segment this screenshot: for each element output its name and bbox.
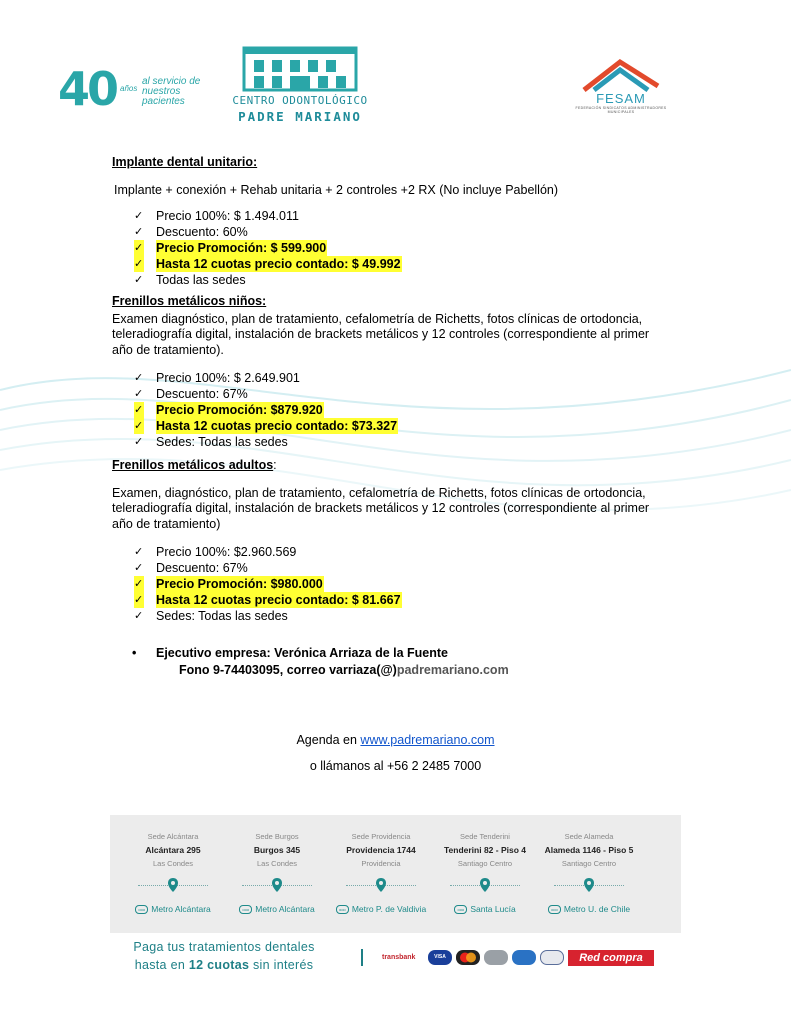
check-icon: ✓ (134, 594, 144, 606)
sede-metro-label: Metro Alcántara (151, 904, 211, 914)
sede-title: Sede Providencia (351, 832, 411, 841)
check-icon: ✓ (134, 562, 144, 574)
section3-description (112, 486, 692, 533)
metro-icon: ooo (548, 905, 561, 914)
section2-item-text: Precio Promoción: $879.920 (156, 403, 323, 417)
list-item (134, 224, 692, 240)
metro-icon: ooo (454, 905, 467, 914)
list-item (134, 370, 692, 386)
redcompra-logo: Red compra (568, 950, 654, 966)
sede-alameda (534, 815, 644, 914)
section1-item-text: Hasta 12 cuotas precio contado: $ 49.992 (156, 257, 401, 271)
sede-title: Sede Alcántara (147, 832, 199, 841)
sede-commune: Las Condes (152, 859, 194, 868)
sede-burgos (222, 815, 332, 914)
building-icon (240, 44, 360, 92)
section2-list (112, 370, 692, 450)
sede-address: Burgos 345 (253, 845, 301, 855)
section2-description (112, 312, 692, 359)
sede-tenderini (430, 815, 540, 914)
check-icon: ✓ (134, 226, 144, 238)
transbank-logo: transbank (382, 954, 416, 961)
list-item (134, 256, 692, 272)
section2-heading (112, 294, 692, 310)
sede-metro (222, 904, 332, 914)
sede-commune: Providencia (361, 859, 401, 868)
sede-commune: Las Condes (256, 859, 298, 868)
check-icon: ✓ (134, 436, 144, 448)
sede-metro-label: Santa Lucía (470, 904, 516, 914)
section3-title: Frenillos metálicos adultos (112, 458, 274, 472)
mastercard-icon (456, 950, 480, 965)
sede-metro-label: Metro U. de Chile (563, 904, 631, 914)
section3-item-text: Precio 100%: $2.960.569 (156, 545, 297, 559)
section1-item-text: Descuento: 60% (156, 225, 248, 239)
sede-providencia (326, 815, 436, 914)
logo-40-anos-label: años (120, 84, 138, 93)
executive-email-domain: padremariano.com (396, 663, 509, 677)
logo-centro-odontologico (226, 44, 374, 130)
check-icon: ✓ (134, 546, 144, 558)
list-item (134, 434, 692, 450)
sede-metro (118, 904, 228, 914)
section1-title-suffix: : (253, 155, 258, 169)
sede-title: Sede Tenderini (460, 832, 510, 841)
bullet-icon: • (132, 646, 137, 660)
check-icon: ✓ (134, 388, 144, 400)
logo-centro-line1: CENTRO ODONTOLÓGICO (232, 94, 368, 107)
payment-line2 (116, 956, 332, 974)
sede-address: Tenderini 82 - Piso 4 (443, 845, 527, 855)
list-item (134, 272, 692, 288)
logo-40-anos (58, 62, 208, 122)
executive-name: Ejecutivo empresa: Verónica Arriaza de la Fuente (156, 646, 449, 660)
section3-desc-line: año de tratamiento) (112, 516, 221, 531)
sede-metro (534, 904, 644, 914)
logo-centro-line2: PADRE MARIANO (238, 109, 362, 124)
section1-item-text: Precio 100%: $ 1.494.011 (156, 209, 299, 223)
logo-fesam (566, 56, 676, 122)
check-icon: ✓ (134, 210, 144, 222)
metro-icon: ooo (239, 905, 252, 914)
list-item (134, 560, 692, 576)
fesam-name: FESAM (596, 91, 646, 106)
sede-alcantara (118, 815, 228, 914)
check-icon: ✓ (134, 420, 144, 432)
section1-heading (112, 155, 692, 171)
call-line: o llámanos al +56 2 2485 7000 (309, 759, 482, 773)
section3-desc-line: teleradiografía digital, instalación de brackets metálicos y 12 controles (correspondiente al primer (112, 501, 650, 515)
sede-address: Providencia 1744 (346, 845, 416, 855)
check-icon: ✓ (134, 258, 144, 270)
section2-desc-line: teleradiografía digital, instalación de brackets metálicos y 12 controles (correspondiente al primer (112, 327, 650, 341)
payment-message (116, 938, 332, 974)
section3-title-suffix: : (273, 458, 277, 472)
logo-40-tagline: al servicio de nuestros pacientes (142, 76, 201, 107)
list-item (134, 544, 692, 560)
sede-metro-label: Metro Alcántara (255, 904, 315, 914)
check-icon: ✓ (134, 610, 144, 622)
location-pin-icon (584, 878, 594, 892)
payment-line2-pre: hasta en (134, 958, 189, 972)
sede-commune: Santiago Centro (561, 859, 617, 868)
sede-metro (326, 904, 436, 914)
list-item (134, 576, 692, 592)
location-pin-icon (480, 878, 490, 892)
metro-icon: ooo (135, 905, 148, 914)
location-pin-icon (376, 878, 386, 892)
section1-item-text: Precio Promoción: $ 599.900 (156, 241, 327, 255)
fesam-subtitle: FEDERACIÓN SINDICATOS ADMINISTRADORES MUNICIPALES (575, 106, 667, 114)
agenda-prefix: Agenda en (296, 733, 361, 747)
main-content (112, 150, 692, 624)
section3-desc-line: Examen, diagnóstico, plan de tratamiento, cefalometría de Richetts, fotos clínicas de ortodoncia, (112, 485, 646, 500)
check-icon: ✓ (134, 404, 144, 416)
metro-icon: ooo (336, 905, 349, 914)
sedes-panel (110, 815, 681, 933)
sede-address: Alameda 1146 - Piso 5 (544, 845, 634, 855)
list-item (134, 240, 692, 256)
sede-commune: Santiago Centro (457, 859, 513, 868)
section1-list (112, 208, 692, 288)
location-pin-icon (272, 878, 282, 892)
check-icon: ✓ (134, 274, 144, 286)
section2-item-text: Descuento: 67% (156, 387, 248, 401)
section3-item-text: Precio Promoción: $980.000 (156, 577, 323, 591)
check-icon: ✓ (134, 242, 144, 254)
visa-card-icon: VISA (428, 950, 452, 965)
diners-card-icon (540, 950, 564, 965)
section2-title: Frenillos metálicos niños (112, 294, 263, 308)
agenda-line (0, 733, 791, 747)
section1-description: Implante + conexión + Rehab unitaria + 2 controles +2 RX (No incluye Pabellón) (114, 182, 559, 197)
amex-card-icon (512, 950, 536, 965)
logo-40-number: 40 (58, 62, 117, 116)
sede-title: Sede Alameda (564, 832, 614, 841)
list-item (134, 208, 692, 224)
section2-desc-line: Examen diagnóstico, plan de tratamiento, cefalometría de Richetts, fotos clínicas de ortodoncia, (112, 311, 643, 326)
section2-item-text: Sedes: Todas las sedes (156, 435, 288, 449)
executive-email-at: (@) (376, 663, 397, 677)
section1-title: Implante dental unitario (112, 155, 253, 169)
list-item (134, 608, 692, 624)
list-item (134, 592, 692, 608)
payment-separator (361, 949, 363, 966)
executive-phone: Fono 9-74403095, correo varriaza (179, 663, 377, 677)
fesam-roof-icon (576, 56, 666, 92)
executive-contact (132, 645, 509, 679)
section2-desc-line: año de tratamiento). (112, 342, 224, 357)
payment-line1: Paga tus tratamientos dentales (133, 940, 315, 954)
section3-item-text: Sedes: Todas las sedes (156, 609, 288, 623)
section3-list (112, 544, 692, 624)
check-icon: ✓ (134, 372, 144, 384)
section3-item-text: Descuento: 67% (156, 561, 248, 575)
check-icon: ✓ (134, 578, 144, 590)
location-pin-icon (168, 878, 178, 892)
website-link[interactable]: www.padremariano.com (360, 733, 495, 747)
sede-title: Sede Burgos (255, 832, 299, 841)
list-item (134, 402, 692, 418)
list-item (134, 386, 692, 402)
section3-item-text: Hasta 12 cuotas precio contado: $ 81.667 (156, 593, 401, 607)
list-item (134, 418, 692, 434)
section3-heading (112, 458, 692, 474)
section2-title-suffix: : (262, 294, 267, 308)
section1-item-text: Todas las sedes (156, 273, 246, 287)
executive-phone-email (179, 662, 509, 679)
sede-address: Alcántara 295 (145, 845, 201, 855)
magna-card-icon (484, 950, 508, 965)
section2-item-text: Precio 100%: $ 2.649.901 (156, 371, 300, 385)
payment-line2-post: sin interés (249, 958, 314, 972)
sede-metro-label: Metro P. de Valdivia (351, 904, 427, 914)
section2-item-text: Hasta 12 cuotas precio contado: $73.327 (156, 419, 398, 433)
payment-line2-bold: 12 cuotas (188, 958, 250, 972)
sede-metro (430, 904, 540, 914)
